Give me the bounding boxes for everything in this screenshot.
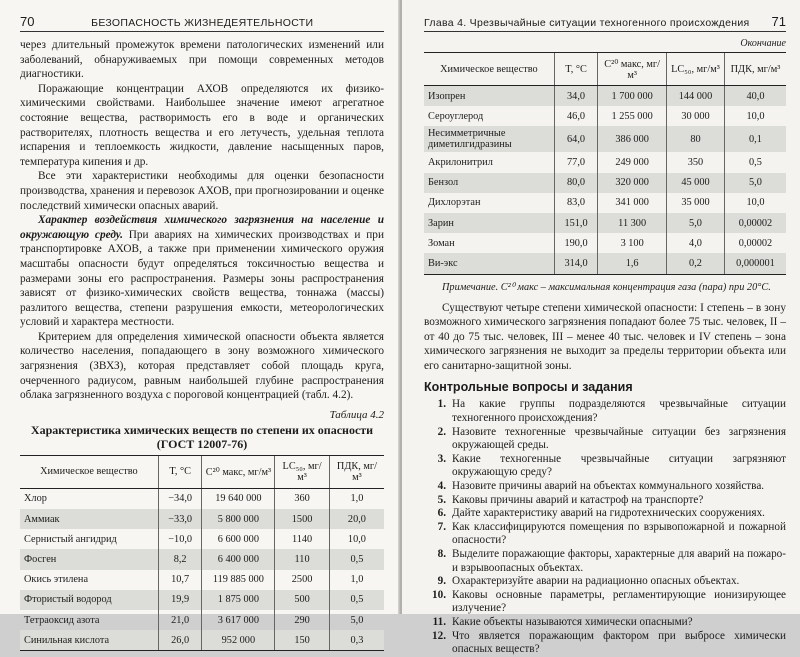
table-cell: 952 000 <box>202 630 275 651</box>
table-cell: 119 885 000 <box>202 570 275 590</box>
table-row <box>20 549 384 569</box>
table-row <box>424 152 786 172</box>
column-header: T, °C <box>158 455 202 488</box>
table-cell: 83,0 <box>554 193 597 213</box>
table-cell: Зоман <box>428 237 455 249</box>
table-cell: Изопрен <box>424 86 554 107</box>
question-text: Что является поражающим фактором при выбросе химически опасных веществ? <box>452 629 786 656</box>
table-cell: 190,0 <box>554 233 597 253</box>
table-cell: Сероуглерод <box>428 110 484 122</box>
chemical-table-left <box>20 455 384 652</box>
table-cell: 10,0 <box>724 106 786 126</box>
question-text: Назовите причины аварий на объектах коммунального хозяйства. <box>452 480 765 493</box>
question-item <box>424 480 786 494</box>
paragraph: Все эти характеристики необходимы для оценки безопасности производства, хранения и перевозок АХОВ, при прогнозировании и оценке последствий химически опасных аварий. <box>20 170 384 212</box>
table-row <box>20 488 384 509</box>
question-item <box>424 630 786 657</box>
column-header: Химическое вещество <box>20 455 158 488</box>
table-cell: 0,2 <box>667 253 725 274</box>
table-cell: 4,0 <box>667 233 725 253</box>
table-cell: Аммиак <box>20 509 158 529</box>
table-row <box>20 529 384 549</box>
question-number: 10. <box>432 588 446 601</box>
question-number: 11. <box>432 615 446 628</box>
question-number: 6. <box>437 507 446 520</box>
table-row <box>424 86 786 107</box>
table-cell: 0,3 <box>329 630 384 651</box>
table-header-row <box>20 455 384 488</box>
table-cell: 30 000 <box>667 106 725 126</box>
question-item <box>424 589 786 616</box>
table-cell: 77,0 <box>554 152 597 172</box>
question-text: На какие группы подразделяются чрезвычайные ситуации техногенного происхождения? <box>452 398 786 425</box>
table-cell: 5,0 <box>667 213 725 233</box>
right-body-text <box>424 301 786 374</box>
table-cell: Дихлорэтан <box>428 197 481 209</box>
column-header: LC₅₀, мг/м³ <box>275 455 330 488</box>
paragraph: Существуют четыре степени химической опасности: I степень – в зону возможного химического загрязнения попадают более 75 тыс. человек, II – от 40 до 75 тыс. человек, III – менее 40 тыс. человек и IV степень – зона химического загрязнения не выходит за пределы территории объекта или его санитарно-защитной зоны. <box>424 301 786 372</box>
table-cell: Фосген <box>20 549 158 569</box>
question-text: Какие техногенные чрезвычайные ситуации загрязняют окружающую среду? <box>452 452 786 479</box>
question-number: 9. <box>437 575 446 588</box>
table-row <box>424 253 786 274</box>
table-cell: Несимметричные диметилгидразины <box>424 126 554 152</box>
table-cell: 26,0 <box>158 630 202 651</box>
table-cell: 10,0 <box>724 193 786 213</box>
table-cell: 290 <box>275 610 330 630</box>
table-cell: 19 640 000 <box>202 488 275 509</box>
table-cell: 80,0 <box>554 173 597 193</box>
table-number: Таблица 4.2 <box>329 408 384 421</box>
table-cell: Тетраоксид азота <box>24 614 100 626</box>
question-number: 4. <box>437 480 446 493</box>
table-header-row <box>424 53 786 86</box>
chemical-table-right <box>424 52 786 275</box>
table-cell: Ви-экс <box>424 253 554 274</box>
table-cell: −10,0 <box>158 529 202 549</box>
table-note: Примечание. C²⁰ макс – максимальная концентрация газа (пара) при 20°С. <box>442 281 771 293</box>
table-cell: 10,7 <box>158 570 202 590</box>
table-cell: 500 <box>275 590 330 610</box>
table-cell: 2500 <box>275 570 330 590</box>
table-cell: 360 <box>275 488 330 509</box>
question-item <box>424 521 786 548</box>
table-cell: −33,0 <box>158 509 202 529</box>
table-row <box>424 126 786 152</box>
left-page-number: 70 <box>20 14 35 29</box>
question-number: 1. <box>437 398 446 411</box>
table-cell: 1,6 <box>598 253 667 274</box>
table-cell: 144 000 <box>667 86 725 107</box>
table-cell: 34,0 <box>554 86 597 107</box>
table-continuation-label: Окончание <box>740 38 786 49</box>
questions-list <box>424 398 786 656</box>
question-text: Дайте характеристику аварий на гидротехнических сооружениях. <box>452 507 765 520</box>
paragraph: Критерием для определения химической опасности объекта является количество населения, попадающего в зону возможного химического загрязнения (ЗВХЗ), которая представляет собой площадь круга, очерченного радиусом, равным наибольшей глубине распространения облака загрязненного воздуха с пороговой концентрацией (табл. 4.2). <box>20 330 384 402</box>
question-item <box>424 548 786 575</box>
question-text: Каковы причины аварий и катастроф на транспорте? <box>452 493 704 506</box>
table-cell: 1 875 000 <box>202 590 275 610</box>
table-cell: 0,000001 <box>724 253 786 274</box>
table-cell: 5 800 000 <box>202 509 275 529</box>
question-item <box>424 616 786 630</box>
table-cell: Акрилонитрил <box>428 156 493 168</box>
right-page-number: 71 <box>771 14 786 29</box>
table-cell: 320 000 <box>598 173 667 193</box>
question-item <box>424 575 786 589</box>
table-cell: Бензол <box>424 173 554 193</box>
table-cell: 0,5 <box>329 549 384 569</box>
question-text: Как классифицируются помещения по взрывопожарной и пожарной опасности? <box>452 520 786 547</box>
section-title: Контрольные вопросы и задания <box>424 380 633 395</box>
table-row <box>20 570 384 590</box>
table-cell: 19,9 <box>158 590 202 610</box>
table-cell: Синильная кислота <box>20 630 158 651</box>
table-cell: 45 000 <box>667 173 725 193</box>
table-cell: 6 600 000 <box>202 529 275 549</box>
table-cell: 1 700 000 <box>598 86 667 107</box>
table-cell: 3 617 000 <box>202 610 275 630</box>
table-cell: 1500 <box>275 509 330 529</box>
table-row <box>424 233 786 253</box>
table-cell: 35 000 <box>667 193 725 213</box>
table-row <box>20 630 384 651</box>
table-cell: 21,0 <box>158 610 202 630</box>
column-header: C²⁰ макс, мг/м³ <box>598 53 667 86</box>
table-row <box>424 173 786 193</box>
question-text: Какие объекты называются химически опасными? <box>452 615 693 628</box>
question-text: Назовите техногенные чрезвычайные ситуации без загрязнения окружающей среды. <box>452 425 786 452</box>
right-page <box>402 0 800 656</box>
column-header: LC₅₀, мг/м³ <box>667 53 725 86</box>
table-cell: 5,0 <box>329 610 384 630</box>
question-item <box>424 453 786 480</box>
table-cell: 151,0 <box>554 213 597 233</box>
table-cell: 386 000 <box>598 126 667 152</box>
table-cell: 20,0 <box>329 509 384 529</box>
left-body-text <box>20 38 384 403</box>
table-cell: 64,0 <box>554 126 597 152</box>
table-row <box>20 509 384 529</box>
right-running-head <box>424 14 786 32</box>
table-cell: 1 255 000 <box>598 106 667 126</box>
table-cell: 1,0 <box>329 488 384 509</box>
table-cell: 0,00002 <box>724 213 786 233</box>
table-cell: 5,0 <box>724 173 786 193</box>
left-running-head <box>20 14 384 32</box>
left-running-title: БЕЗОПАСНОСТЬ ЖИЗНЕДЕЯТЕЛЬНОСТИ <box>91 17 314 29</box>
table-cell: Фтористый водород <box>20 590 158 610</box>
table-row <box>20 590 384 610</box>
table-caption: Характеристика химических веществ по степени их опасности (ГОСТ 12007-76) <box>30 422 374 451</box>
question-item <box>424 494 786 508</box>
table-cell: −34,0 <box>158 488 202 509</box>
table-cell: 1140 <box>275 529 330 549</box>
question-number: 5. <box>437 493 446 506</box>
table-cell: Зарин <box>424 213 554 233</box>
question-item <box>424 507 786 521</box>
column-header: Химическое вещество <box>424 53 554 86</box>
table-cell: 80 <box>667 126 725 152</box>
right-running-title: Глава 4. Чрезвычайные ситуации техногенного происхождения <box>424 17 750 29</box>
paragraph-heading: Характер воздействия химического загрязнения на население и окружающую среду. <box>20 214 384 241</box>
table-cell: 6 400 000 <box>202 549 275 569</box>
question-number: 8. <box>437 548 446 560</box>
table-cell: 3 100 <box>598 233 667 253</box>
column-header: T, °C <box>554 53 597 86</box>
table-cell: 0,1 <box>724 126 786 152</box>
table-cell: 8,2 <box>158 549 202 569</box>
table-cell: 350 <box>667 152 725 172</box>
left-page <box>0 0 400 646</box>
table-cell: Хлор <box>24 493 47 505</box>
question-number: 12. <box>432 629 446 642</box>
question-item <box>424 398 786 425</box>
table-cell: 341 000 <box>598 193 667 213</box>
paragraph <box>20 213 384 330</box>
table-cell: 110 <box>275 549 330 569</box>
question-number: 2. <box>437 425 446 438</box>
paragraph: Поражающие концентрации АХОВ определяются их физико-химическими свойствами. Наибольшее значение имеют агрегатное состояние вещества, растворимость его в воде и органических растворителях, плотность вещества и его летучесть, удельная теплота испарения и теплоемкость жидкости, давление насыщенных паров, температура кипения и др. <box>20 82 384 168</box>
table-cell: 11 300 <box>598 213 667 233</box>
table-cell: 249 000 <box>598 152 667 172</box>
table-cell: 0,00002 <box>724 233 786 253</box>
question-item <box>424 426 786 453</box>
table-row <box>424 213 786 233</box>
column-header: C²⁰ макс, мг/м³ <box>202 455 275 488</box>
paragraph: через длительный промежуток времени патологических изменений или заболеваний, обнаруживаемых при помощи современных методов диагностики. <box>20 39 384 81</box>
table-cell: Окись этилена <box>24 574 89 586</box>
column-header: ПДК, мг/м³ <box>724 53 786 86</box>
question-text: Каковы основные параметры, регламентирующие ионизирующее излучение? <box>452 588 786 615</box>
table-cell: 150 <box>275 630 330 651</box>
question-text: Выделите поражающие факторы, характерные для аварий на пожаро- и взрывоопасных объектах. <box>452 548 786 574</box>
table-cell: 314,0 <box>554 253 597 274</box>
paragraph-text: При авариях на химических производствах и при транспортировке АХОВ, а также при применении химического оружия масштабы опасности будут определяться токсичностью вещества и размерами зоны его распространения. Размеры зоны распространения зависят от физико-химических свойств вещества, тоннажа (массы) разлитого вещества, степени разрушения емкости, метеорологических условий и характера местности. <box>20 228 384 329</box>
column-header: ПДК, мг/м³ <box>329 455 384 488</box>
table-cell: 1,0 <box>329 570 384 590</box>
question-number: 3. <box>437 452 446 465</box>
table-row <box>424 193 786 213</box>
table-cell: 0,5 <box>724 152 786 172</box>
question-number: 7. <box>437 520 446 533</box>
table-row <box>20 610 384 630</box>
table-cell: 46,0 <box>554 106 597 126</box>
question-text: Охарактеризуйте аварии на радиационно опасных объектах. <box>452 575 740 588</box>
table-cell: 10,0 <box>329 529 384 549</box>
table-cell: Сернистый ангидрид <box>24 533 117 545</box>
table-cell: 40,0 <box>724 86 786 107</box>
table-cell: 0,5 <box>329 590 384 610</box>
table-row <box>424 106 786 126</box>
